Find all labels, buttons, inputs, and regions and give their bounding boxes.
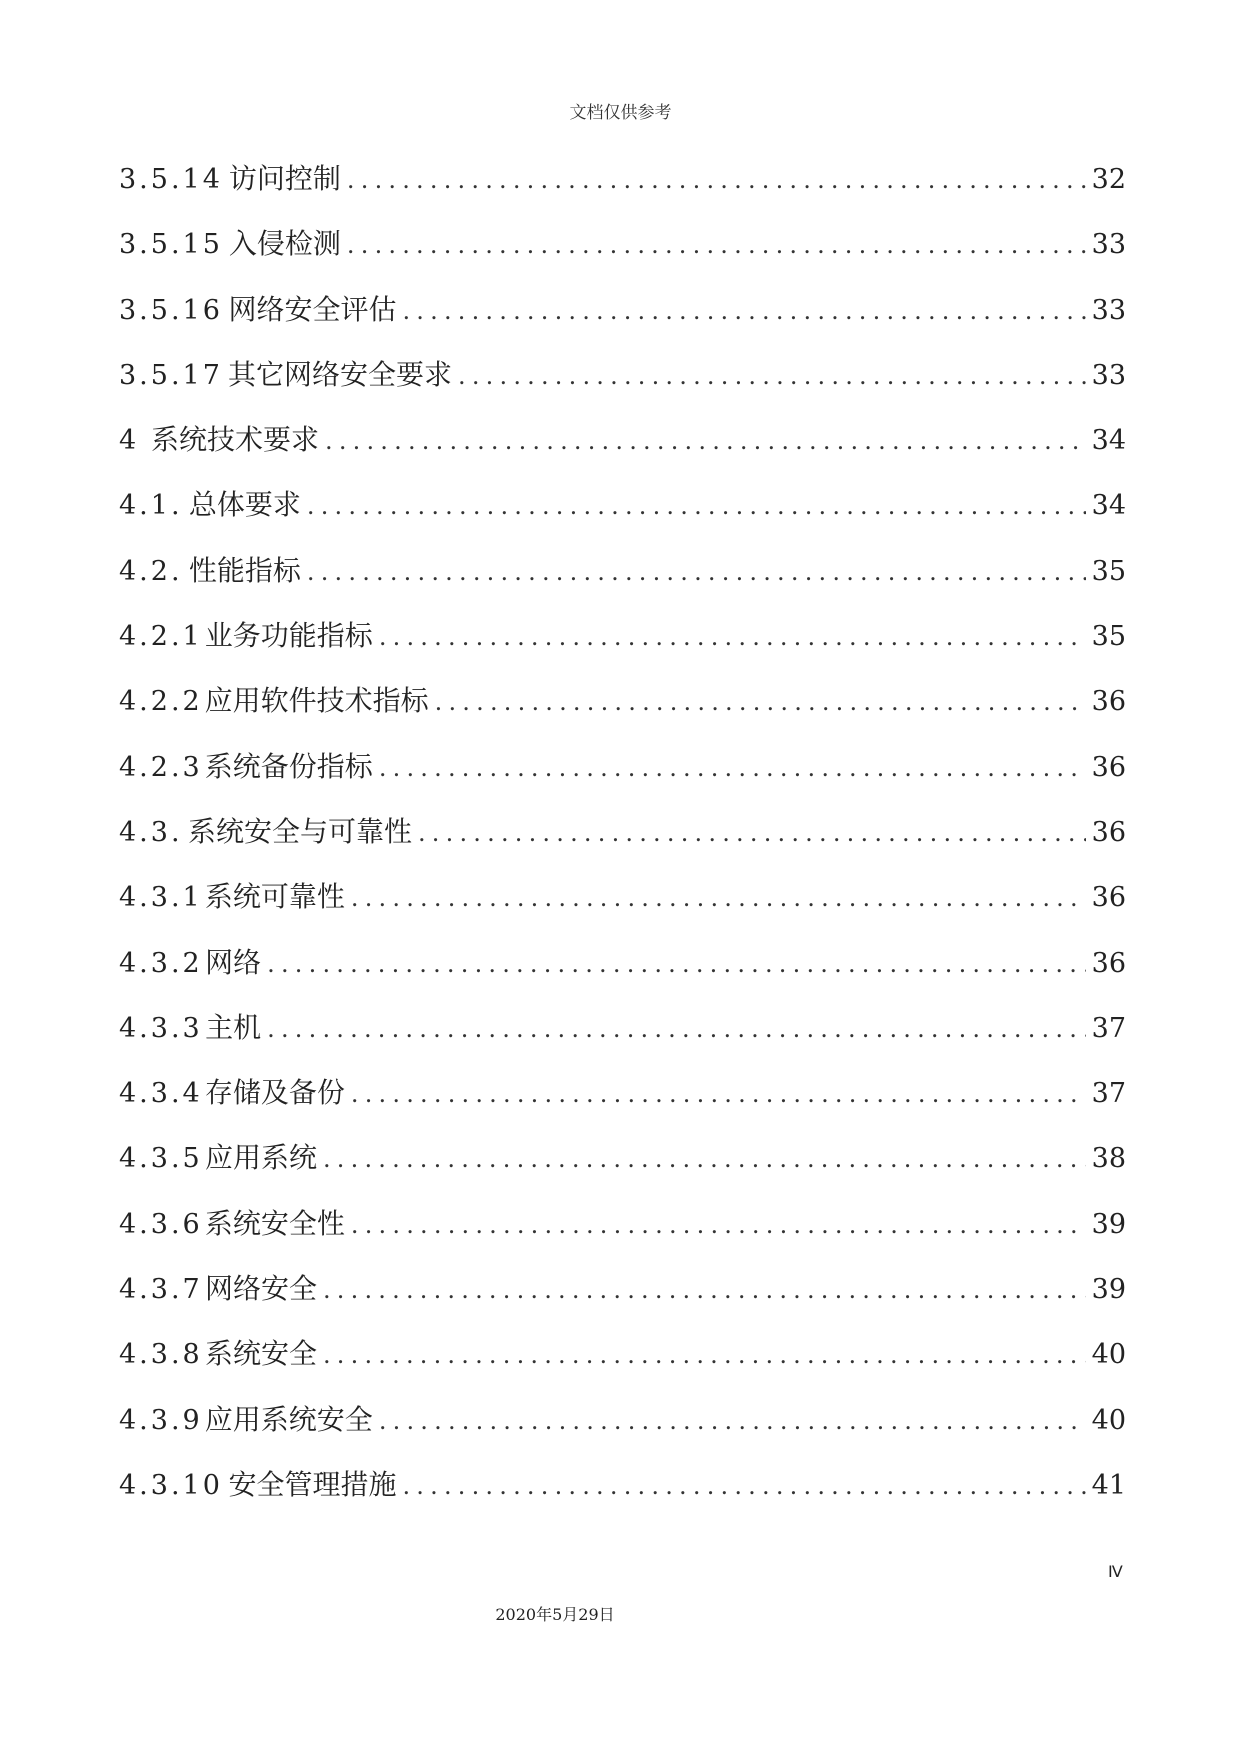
toc-entry-number: 4.3.1 [119, 882, 203, 914]
toc-entry-number: 3.5.14 [119, 164, 223, 195]
toc-entry[interactable] [119, 1267, 1126, 1332]
toc-dot-leader [379, 754, 1086, 782]
toc-entry[interactable] [119, 157, 1126, 222]
toc-dot-leader [402, 1472, 1085, 1500]
document-header: 文档仅供参考 [569, 103, 672, 123]
toc-dot-leader [435, 688, 1086, 716]
toc-entry[interactable] [119, 353, 1126, 418]
toc-entry-page: 36 [1091, 816, 1126, 848]
toc-entry[interactable] [119, 1202, 1126, 1267]
toc-entry-title: 应用系统 [204, 1141, 317, 1175]
toc-entry[interactable] [119, 1006, 1126, 1071]
toc-entry[interactable] [119, 745, 1126, 810]
toc-entry-title: 业务功能指标 [204, 619, 373, 653]
toc-entry-page: 37 [1091, 1012, 1126, 1044]
toc-dot-leader [323, 1341, 1086, 1369]
toc-entry-title: 系统技术要求 [150, 423, 319, 457]
toc-entry-title: 主机 [205, 1010, 262, 1044]
toc-entry[interactable] [119, 941, 1126, 1006]
toc-entry-title: 应用系统安全 [204, 1402, 373, 1436]
toc-entry[interactable] [119, 483, 1126, 548]
toc-entry[interactable] [119, 222, 1126, 287]
toc-entry-number: 3.5.16 [119, 294, 223, 326]
toc-entry-page: 34 [1091, 425, 1126, 457]
toc-entry-number: 4.3.6 [119, 1208, 203, 1240]
toc-entry-title: 系统安全 [204, 1337, 317, 1371]
toc-entry-page: 33 [1091, 294, 1126, 326]
toc-entry-page: 40 [1091, 1339, 1126, 1371]
toc-entry-page: 33 [1091, 229, 1126, 261]
toc-dot-leader [351, 1080, 1086, 1108]
toc-entry-title: 其它网络安全要求 [227, 357, 452, 391]
toc-entry-title: 存储及备份 [204, 1076, 345, 1110]
toc-entry-page: 37 [1091, 1078, 1126, 1110]
toc-entry[interactable] [119, 1332, 1126, 1397]
toc-entry-page: 41 [1091, 1469, 1126, 1501]
toc-dot-leader [379, 1407, 1086, 1435]
toc-entry[interactable] [119, 288, 1126, 353]
toc-entry-number: 4.3.9 [119, 1404, 203, 1436]
toc-entry[interactable] [119, 1398, 1126, 1463]
toc-entry-page: 36 [1091, 947, 1126, 979]
page-number: Ⅳ [1108, 1562, 1123, 1581]
toc-entry-title: 应用软件技术指标 [204, 684, 429, 718]
toc-entry-number: 4 [119, 425, 140, 457]
toc-entry-number: 4.3.7 [119, 1274, 203, 1306]
toc-entry-number: 4.3.8 [119, 1339, 203, 1371]
toc-entry[interactable] [119, 418, 1126, 483]
toc-dot-leader [379, 623, 1086, 651]
toc-dot-leader [351, 884, 1086, 912]
toc-dot-leader [307, 492, 1086, 520]
toc-entry-page: 40 [1091, 1404, 1126, 1436]
toc-dot-leader [347, 166, 1086, 194]
toc-entry-title: 网络安全评估 [228, 292, 397, 326]
toc-entry[interactable] [119, 679, 1126, 744]
toc-entry-number: 4.3.10 [119, 1469, 223, 1501]
toc-entry-title: 网络 [205, 945, 262, 979]
toc-entry[interactable] [119, 1071, 1126, 1136]
toc-dot-leader [323, 1145, 1086, 1173]
toc-dot-leader [347, 231, 1086, 259]
toc-entry-number: 4.2.2 [119, 686, 203, 718]
toc-entry-number: 4.2.3 [119, 751, 203, 783]
toc-entry[interactable] [119, 810, 1126, 875]
toc-entry-title: 总体要求 [188, 488, 301, 522]
toc-entry-number: 3.5.15 [119, 229, 223, 261]
toc-entry-page: 39 [1091, 1208, 1126, 1240]
toc-dot-leader [307, 558, 1086, 586]
toc-entry-number: 4.3.3 [119, 1012, 203, 1044]
toc-entry[interactable] [119, 1136, 1126, 1201]
toc-entry-page: 32 [1091, 164, 1126, 195]
toc-entry[interactable] [119, 875, 1126, 940]
toc-dot-leader [418, 819, 1086, 847]
toc-entry-title: 性能指标 [188, 553, 301, 587]
toc-entry-title: 访问控制 [228, 162, 341, 195]
toc-entry-title: 系统可靠性 [204, 880, 345, 914]
toc-entry-page: 34 [1091, 490, 1126, 522]
toc-dot-leader [402, 297, 1085, 325]
table-of-contents [119, 157, 1126, 1528]
toc-entry-number: 4.3.2 [119, 947, 203, 979]
toc-entry-number: 4.2. [119, 555, 183, 587]
toc-entry-number: 4.3.5 [119, 1143, 203, 1175]
toc-dot-leader [458, 362, 1086, 390]
toc-entry-page: 38 [1091, 1143, 1126, 1175]
toc-entry-page: 36 [1091, 882, 1126, 914]
toc-dot-leader [323, 1276, 1086, 1304]
toc-dot-leader [267, 950, 1086, 978]
toc-entry[interactable] [119, 549, 1126, 614]
toc-entry-title: 网络安全 [204, 1272, 317, 1306]
toc-entry-page: 39 [1091, 1274, 1126, 1306]
toc-dot-leader [267, 1015, 1086, 1043]
toc-entry-title: 系统备份指标 [204, 749, 373, 783]
toc-entry-number: 4.3.4 [119, 1078, 203, 1110]
toc-entry-number: 4.1. [119, 490, 183, 522]
toc-dot-leader [325, 427, 1086, 455]
toc-entry-title: 系统安全性 [204, 1206, 345, 1240]
toc-entry-page: 36 [1091, 686, 1126, 718]
toc-entry-title: 入侵检测 [228, 227, 341, 261]
toc-entry-title: 系统安全与可靠性 [187, 814, 412, 848]
toc-dot-leader [351, 1211, 1086, 1239]
toc-entry-number: 4.3. [119, 816, 183, 848]
toc-entry-page: 33 [1091, 359, 1126, 391]
toc-entry-page: 36 [1091, 751, 1126, 783]
toc-entry[interactable] [119, 1463, 1126, 1528]
toc-entry-page: 35 [1091, 621, 1126, 653]
toc-entry-number: 4.2.1 [119, 621, 203, 653]
toc-entry[interactable] [119, 614, 1126, 679]
toc-entry-page: 35 [1091, 555, 1126, 587]
document-footer-date: 2020年5月29日 [495, 1605, 615, 1624]
toc-entry-title: 安全管理措施 [228, 1467, 397, 1501]
toc-entry-number: 3.5.17 [119, 359, 223, 391]
